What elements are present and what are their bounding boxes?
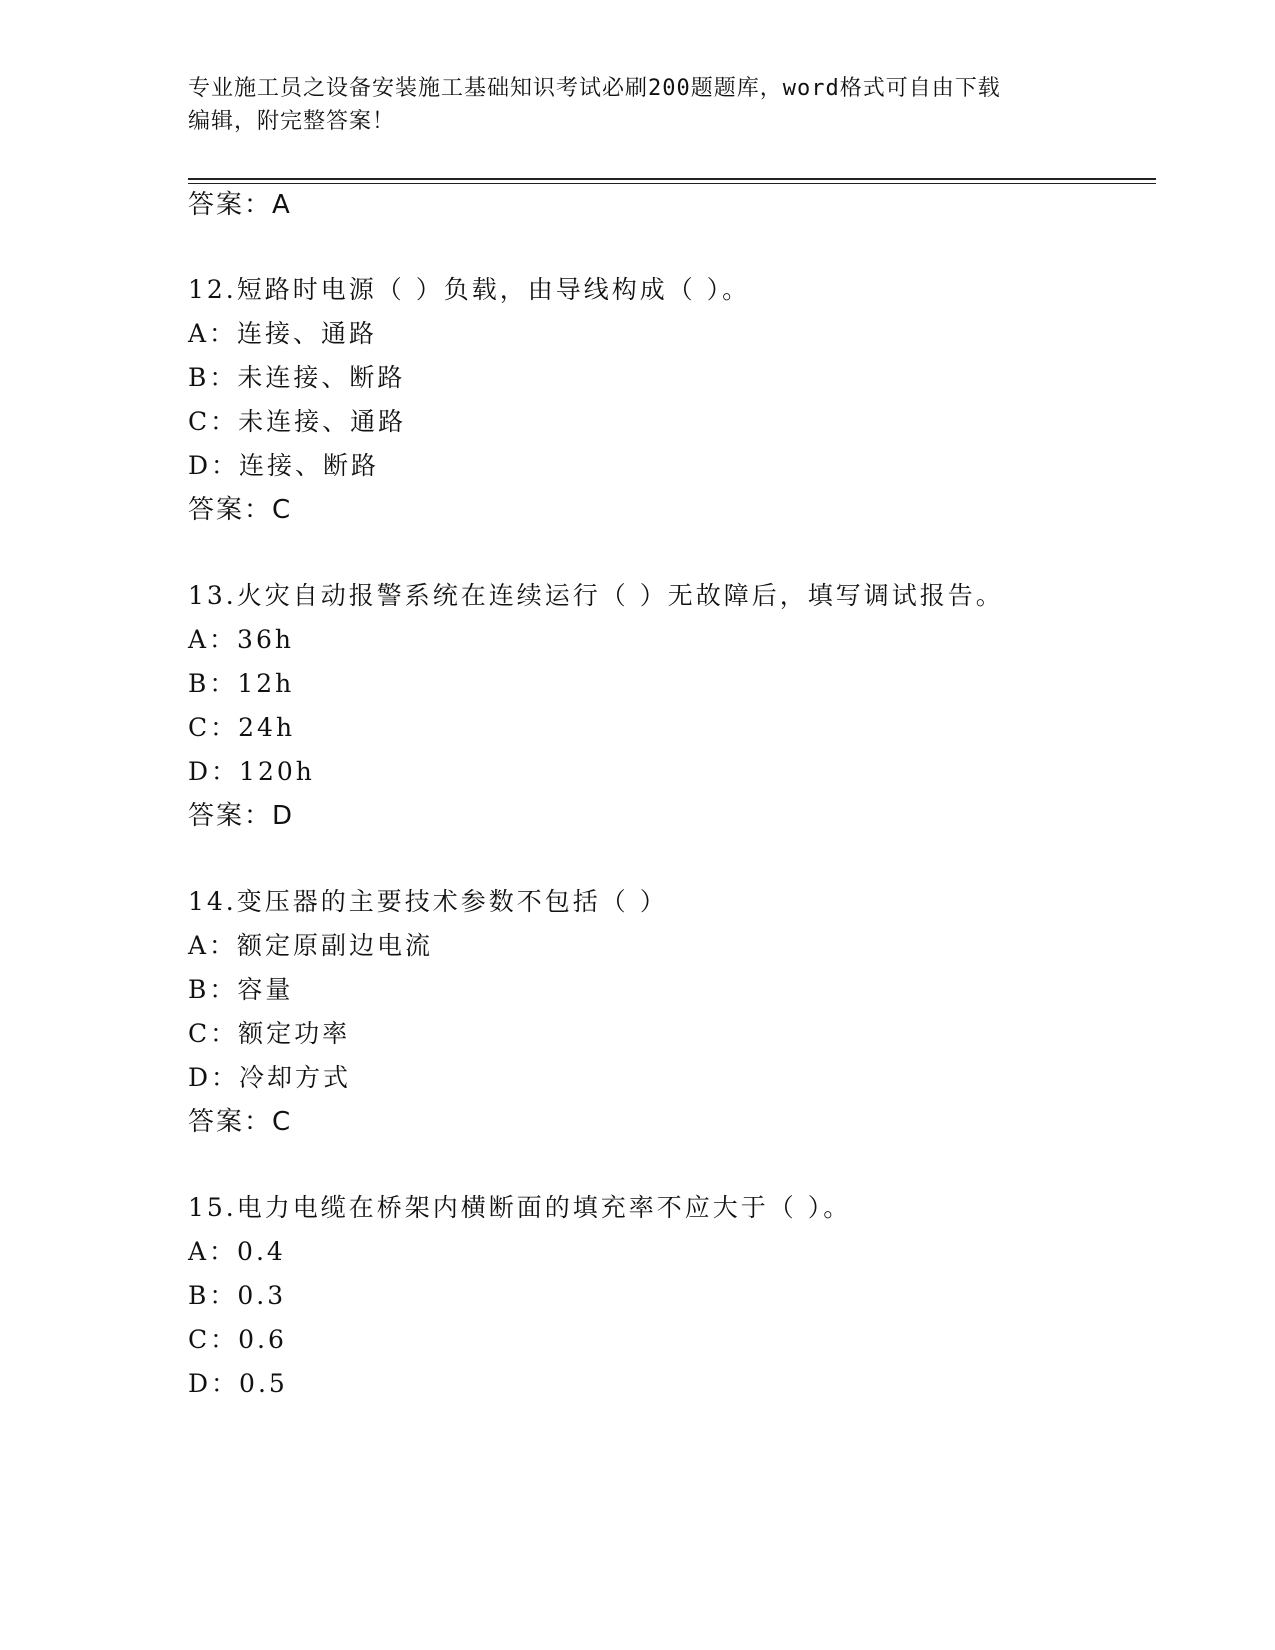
question-15-option-c: C：0.6: [188, 1325, 287, 1354]
question-13-option-a: A：36h: [188, 625, 294, 654]
question-14-option-b: B：容量: [188, 975, 294, 1004]
header-line-1: 专业施工员之设备安装施工基础知识考试必刷200题题库，word格式可自由下载: [188, 76, 1001, 101]
question-14-option-d: D：冷却方式: [188, 1063, 352, 1092]
question-12-answer: 答案：C: [188, 495, 293, 525]
question-14-answer: 答案：C: [188, 1107, 293, 1137]
question-12-option-a: A：连接、通路: [188, 319, 378, 348]
question-13-answer: 答案：D: [188, 801, 295, 831]
question-15-option-d: D：0.5: [188, 1369, 288, 1398]
header-divider-thick: [188, 178, 1156, 180]
question-13-option-c: C：24h: [188, 713, 296, 742]
question-14-option-a: A：额定原副边电流: [188, 931, 434, 960]
question-12-option-c: C：未连接、通路: [188, 407, 407, 436]
document-header: [188, 72, 1088, 138]
question-14-stem: 14.变压器的主要技术参数不包括（ ）: [188, 887, 668, 916]
header-divider-thin: [188, 183, 1156, 184]
question-13-option-d: D：120h: [188, 757, 315, 786]
previous-answer: 答案：A: [188, 190, 292, 220]
question-12-stem: 12.短路时电源（ ）负载，由导线构成（ ）。: [188, 275, 751, 304]
question-13-option-b: B：12h: [188, 669, 295, 698]
question-14-option-c: C：额定功率: [188, 1019, 351, 1048]
question-15-option-a: A：0.4: [188, 1237, 286, 1266]
question-15-stem: 15.电力电缆在桥架内横断面的填充率不应大于（ ）。: [188, 1193, 852, 1222]
header-line-2: 编辑，附完整答案！: [188, 109, 396, 134]
question-15-option-b: B：0.3: [188, 1281, 287, 1310]
question-12-option-d: D：连接、断路: [188, 451, 380, 480]
question-12-option-b: B：未连接、断路: [188, 363, 406, 392]
question-13-stem: 13.火灾自动报警系统在连续运行（ ）无故障后，填写调试报告。: [188, 581, 1004, 610]
